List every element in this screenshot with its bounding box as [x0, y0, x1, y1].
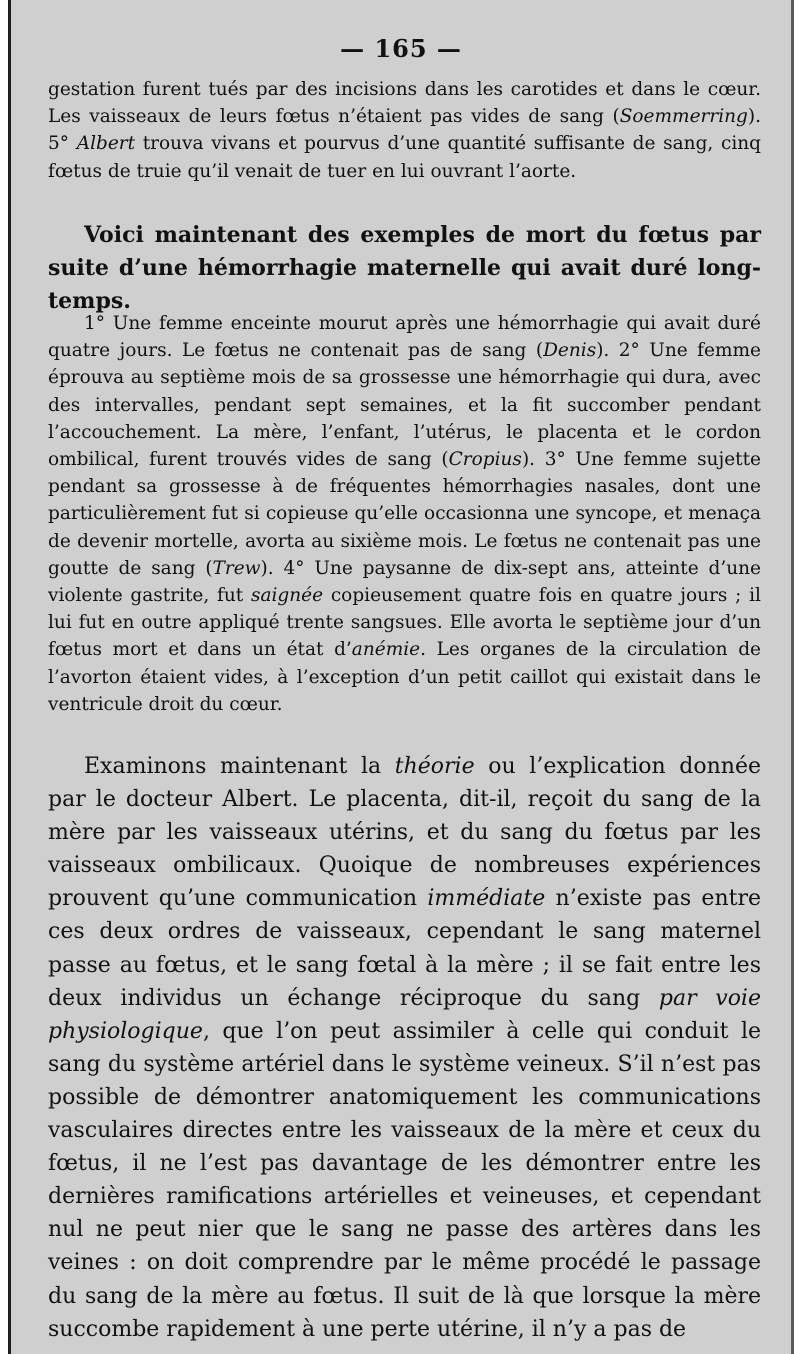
text-run: trouva vivans et pourvus d’une quantité suffisante de sang, cinq fœtus de truie qu’il venait de tuer en lui ouvrant l’aorte.: [48, 133, 762, 182]
text-run: ). 3° Une femme sujette pendant sa grossesse à de fréquentes hémorrhagies nasales, dont une particulièrement fut si copieuse qu’elle occasionna une syncope, et menaça de devenir mortelle, avorta au sixième mois. Le fœtus ne contenait pas une goutte de sang (: [48, 449, 761, 579]
text-run: gestation furent tués par des incisions dans les carotides et dans le cœur. Les vaisseaux de leurs fœtus n’étaient pas vides de sang (: [48, 79, 761, 128]
paragraph-hemorrhage-examples: [48, 310, 761, 718]
italic-text-run: saignée: [250, 585, 324, 607]
italic-text-run: par voie physiologique: [48, 985, 761, 1044]
italic-text-run: Denis: [543, 340, 597, 362]
text-run: , que l’on peut assimiler à celle qui conduit le sang du système artériel dans le système veineux. S’il n’est pas possible de démontrer anatomiquement les communications vasculaires directes entre les vaisseaux de la mère et ceux du fœtus, il ne l’est pas davantage de les démontrer entre les dernières ramifications artérielles et veineuses, et cependant nul ne peut nier que le sang ne passe des artères dans les veines : on doit comprendre par le même procédé le passage du sang de la mère au fœtus. Il suit de là que lorsque la mère succombe rapidement à une perte utérine, il n’y a pas de: [48, 1018, 761, 1342]
text-run: 1° Une femme enceinte mourut après une hémorrhagie qui avait duré quatre jours. Le fœtus ne contenait pas de sang (: [48, 313, 761, 362]
book-page: [8, 0, 794, 1354]
paragraph-animal-experiments: [48, 76, 761, 185]
italic-text-run: anémie: [351, 639, 421, 661]
text-run: ). 5°: [48, 106, 761, 155]
page-number: — 165 —: [340, 34, 462, 63]
text-run: ). 4° Une paysanne de dix-sept ans, atteinte d’une violente gastrite, fut: [48, 557, 761, 607]
italic-text-run: Trew: [212, 557, 261, 579]
text-run: . Les organes de la circulation de l’avorton étaient vides, à l’exception d’un petit caillot qui existait dans le ventricule droit du cœur.: [48, 639, 761, 715]
italic-text-run: immédiate: [427, 886, 546, 912]
text-run: n’existe pas entre ces deux ordres de vaisseaux, cependant le sang maternel passe au fœtus, et le sang fœtal à la mère ; il se fait entre les deux individus un échange réciproque du sang: [48, 886, 761, 1011]
italic-text-run: Albert: [76, 133, 136, 155]
italic-text-run: Cropius: [448, 449, 522, 471]
italic-text-run: Soemmerring: [619, 106, 748, 128]
paragraph-albert-theory: [48, 750, 761, 1346]
text-run: ou l’explication donnée par le docteur Albert. Le placenta, dit-il, reçoit du sang de la mère par les vaisseaux utérins, et du sang du fœtus par les vaisseaux ombilicaux. Quoique de nombreuses expériences prouvent qu’une communication: [48, 754, 761, 912]
text-run: Examinons maintenant la: [84, 754, 395, 779]
section-heading-paragraph: Voici maintenant des exemples de mort du fœtus par suite d’une hémorrhagie maternelle qui avait duré long-temps.: [48, 222, 761, 315]
italic-text-run: théorie: [394, 754, 475, 779]
text-run: copieusement quatre fois en quatre jours ; il lui fut en outre appliqué trente sangsues. Elle avorta le septième jour d’un fœtus mort et dans un état d’: [48, 585, 761, 661]
text-run: ). 2° Une femme éprouva au septième mois de sa grossesse une hémorrhagie qui dura, avec des intervalles, pendant sept semaines, et la fit succomber pendant l’accouchement. La mère, l’enfant, l’utérus, le placenta et le cordon ombilical, furent trouvés vides de sang (: [48, 340, 761, 471]
